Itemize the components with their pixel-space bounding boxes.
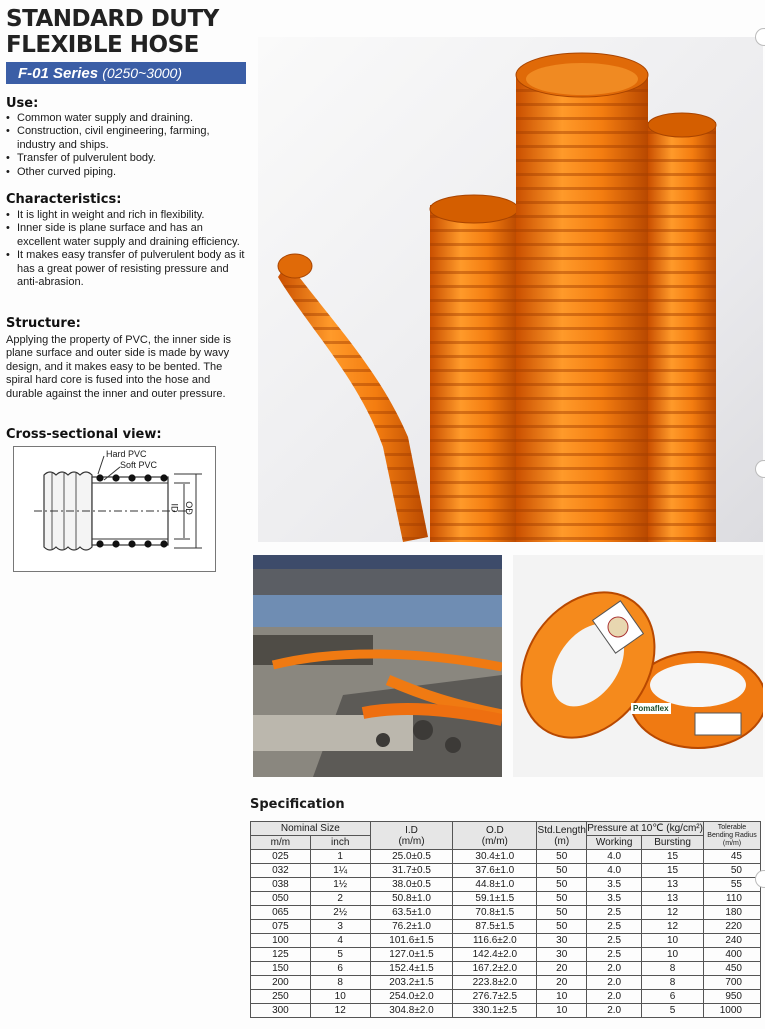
table-cell: 3.5 (587, 892, 642, 906)
table-cell: 13 (642, 878, 704, 892)
table-cell: 250 (251, 990, 311, 1004)
mm-header: m/m (251, 836, 311, 850)
table-cell: 240 (704, 934, 761, 948)
table-cell: 304.8±2.0 (370, 1004, 453, 1018)
list-item: • Common water supply and draining. (6, 112, 246, 125)
series-range: (0250~3000) (102, 65, 183, 81)
table-cell: 50 (537, 864, 587, 878)
table-cell: 70.8±1.5 (453, 906, 537, 920)
table-cell: 2.0 (587, 1004, 642, 1018)
table-cell: 4.0 (587, 850, 642, 864)
table-cell: 2½ (310, 906, 370, 920)
table-cell: 127.0±1.5 (370, 948, 453, 962)
structure-heading: Structure: (6, 316, 81, 331)
table-row (251, 906, 761, 920)
table-row (251, 850, 761, 864)
table-cell: 10 (537, 990, 587, 1004)
table-cell: 2.5 (587, 948, 642, 962)
table-cell: 400 (704, 948, 761, 962)
table-cell: 10 (642, 934, 704, 948)
table-cell: 450 (704, 962, 761, 976)
nominal-size-header: Nominal Size (251, 822, 371, 836)
list-item: • It makes easy transfer of pulverulent body as it has a great power of resisting pressure and anti-abrasion. (6, 249, 246, 289)
use-heading: Use: (6, 96, 39, 111)
table-cell: 116.6±2.0 (453, 934, 537, 948)
table-cell: 2.0 (587, 990, 642, 1004)
cross-section-diagram (13, 446, 216, 572)
table-cell: 45 (704, 850, 761, 864)
table-cell: 200 (251, 976, 311, 990)
table-cell: 203.2±1.5 (370, 976, 453, 990)
characteristics-list (6, 209, 246, 289)
inch-header: inch (310, 836, 370, 850)
table-cell: 100 (251, 934, 311, 948)
bursting-header: Bursting (642, 836, 704, 850)
table-cell: 12 (642, 906, 704, 920)
hose-product-photo (258, 37, 763, 542)
table-cell: 8 (642, 962, 704, 976)
table-cell: 950 (704, 990, 761, 1004)
table-cell: 31.7±0.5 (370, 864, 453, 878)
table-cell: 1000 (704, 1004, 761, 1018)
table-cell: 101.6±1.5 (370, 934, 453, 948)
series-name: F-01 Series (18, 65, 99, 82)
specification-table (250, 821, 761, 1018)
table-cell: 37.6±1.0 (453, 864, 537, 878)
table-cell: 150 (251, 962, 311, 976)
table-cell: 025 (251, 850, 311, 864)
table-cell: 6 (310, 962, 370, 976)
table-cell: 152.4±1.5 (370, 962, 453, 976)
list-item: • Inner side is plane surface and has an excellent water supply and draining efficiency. (6, 222, 246, 249)
title-line-1: STANDARD DUTY (6, 6, 219, 32)
table-cell: 075 (251, 920, 311, 934)
table-row (251, 948, 761, 962)
table-cell: 167.2±2.0 (453, 962, 537, 976)
list-item: • Other curved piping. (6, 166, 246, 179)
table-cell: 032 (251, 864, 311, 878)
page-title (6, 6, 219, 58)
od-label: OD (183, 501, 194, 515)
hard-pvc-label: Hard PVC (106, 449, 147, 459)
table-cell: 5 (642, 1004, 704, 1018)
table-cell: 1½ (310, 878, 370, 892)
table-row (251, 976, 761, 990)
table-row (251, 878, 761, 892)
table-cell: 5 (310, 948, 370, 962)
table-cell: 87.5±1.5 (453, 920, 537, 934)
structure-text: Applying the property of PVC, the inner side is plane surface and outer side is made by wavy design, and it makes easy to be bented. The spiral hard core is fused into the hose and durable against the inner and outer pressure. (6, 334, 232, 400)
table-cell: 1 (310, 850, 370, 864)
table-cell: 50 (537, 920, 587, 934)
table-cell: 4.0 (587, 864, 642, 878)
table-cell: 25.0±0.5 (370, 850, 453, 864)
table-cell: 76.2±1.0 (370, 920, 453, 934)
table-cell: 223.8±2.0 (453, 976, 537, 990)
specification-heading: Specification (250, 797, 345, 812)
list-item: • Construction, civil engineering, farming, industry and ships. (6, 125, 246, 152)
working-header: Working (587, 836, 642, 850)
table-row (251, 1004, 761, 1018)
table-cell: 142.4±2.0 (453, 948, 537, 962)
table-cell: 50.8±1.0 (370, 892, 453, 906)
table-cell: 4 (310, 934, 370, 948)
table-row (251, 864, 761, 878)
table-cell: 30.4±1.0 (453, 850, 537, 864)
table-cell: 110 (704, 892, 761, 906)
soft-pvc-label: Soft PVC (120, 460, 158, 470)
table-cell: 38.0±0.5 (370, 878, 453, 892)
table-cell: 13 (642, 892, 704, 906)
table-cell: 12 (642, 920, 704, 934)
table-cell: 330.1±2.5 (453, 1004, 537, 1018)
table-cell: 10 (310, 990, 370, 1004)
table-cell: 125 (251, 948, 311, 962)
table-cell: 065 (251, 906, 311, 920)
table-cell: 2.0 (587, 962, 642, 976)
table-cell: 8 (310, 976, 370, 990)
std-length-header: Std.Length (m) (537, 822, 587, 850)
table-cell: 038 (251, 878, 311, 892)
table-row (251, 934, 761, 948)
series-bar (6, 62, 246, 84)
table-cell: 50 (537, 850, 587, 864)
table-cell: 12 (310, 1004, 370, 1018)
table-row (251, 990, 761, 1004)
table-cell: 3 (310, 920, 370, 934)
table-cell: 254.0±2.0 (370, 990, 453, 1004)
hose-coil-photo (513, 555, 763, 777)
bending-radius-header: Tolerable Bending Radius (m/m) (704, 822, 761, 850)
table-row (251, 962, 761, 976)
table-cell: 2.5 (587, 934, 642, 948)
table-cell: 2.5 (587, 906, 642, 920)
pressure-header: Pressure at 10℃ (kg/cm²) (587, 823, 703, 834)
characteristics-heading: Characteristics: (6, 192, 122, 207)
list-item: • It is light in weight and rich in flexibility. (6, 209, 246, 222)
use-list (6, 112, 246, 179)
table-cell: 2 (310, 892, 370, 906)
table-cell: 15 (642, 864, 704, 878)
cross-section-heading: Cross-sectional view: (6, 427, 162, 442)
table-cell: 44.8±1.0 (453, 878, 537, 892)
od-header: O.D (m/m) (453, 822, 537, 850)
table-cell: 700 (704, 976, 761, 990)
table-cell: 50 (537, 878, 587, 892)
table-cell: 30 (537, 934, 587, 948)
table-cell: 30 (537, 948, 587, 962)
table-row (251, 920, 761, 934)
id-header: I.D (m/m) (370, 822, 453, 850)
table-cell: 2.5 (587, 920, 642, 934)
table-cell: 50 (704, 864, 761, 878)
table-cell: 20 (537, 976, 587, 990)
coil-brand-label: Pomaflex (633, 704, 669, 713)
table-cell: 180 (704, 906, 761, 920)
table-cell: 050 (251, 892, 311, 906)
table-cell: 20 (537, 962, 587, 976)
table-cell: 1¼ (310, 864, 370, 878)
list-item: • Transfer of pulverulent body. (6, 152, 246, 165)
table-cell: 8 (642, 976, 704, 990)
table-cell: 10 (537, 1004, 587, 1018)
table-cell: 300 (251, 1004, 311, 1018)
installation-site-photo (253, 555, 502, 777)
table-cell: 50 (537, 906, 587, 920)
table-cell: 276.7±2.5 (453, 990, 537, 1004)
table-cell: 55 (704, 878, 761, 892)
table-cell: 63.5±1.0 (370, 906, 453, 920)
table-cell: 10 (642, 948, 704, 962)
table-cell: 2.0 (587, 976, 642, 990)
table-cell: 50 (537, 892, 587, 906)
table-cell: 3.5 (587, 878, 642, 892)
title-line-2: FLEXIBLE HOSE (6, 32, 199, 58)
table-cell: 15 (642, 850, 704, 864)
table-cell: 6 (642, 990, 704, 1004)
table-cell: 59.1±1.5 (453, 892, 537, 906)
table-cell: 220 (704, 920, 761, 934)
id-label: ID (169, 503, 180, 513)
table-row (251, 892, 761, 906)
